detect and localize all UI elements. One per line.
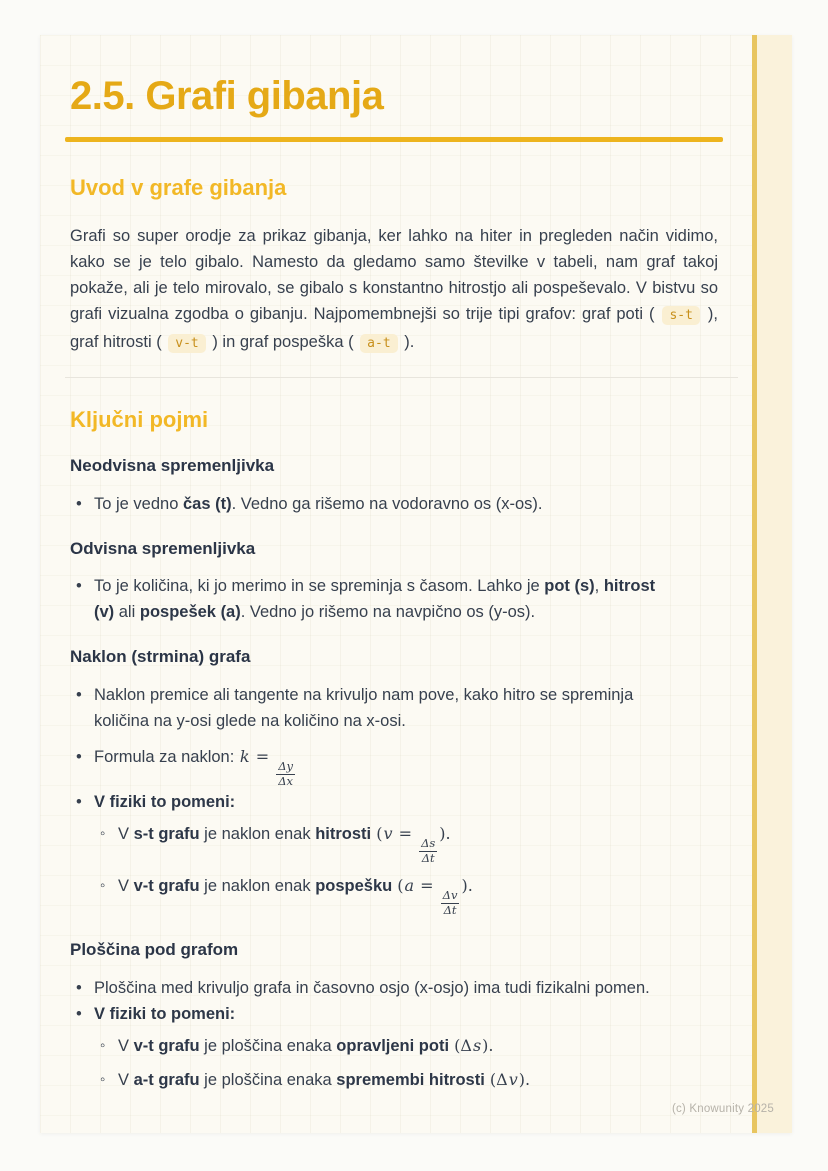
bullet-list: [70, 975, 718, 1093]
document-page: [40, 35, 792, 1133]
copyright-note: (c) Knowunity 2025: [671, 1103, 774, 1115]
list-item-text: Naklon premice ali tangente na krivuljo nam pove, kako hitro se spreminja količina na y-osi glede na količino na x-osi.: [94, 686, 634, 731]
sub-list-item: [94, 821, 718, 866]
document-content: [40, 35, 792, 1093]
bullet-icon: •: [76, 792, 82, 811]
list-item-text: Formula za naklon: k = $\frac{\Delta y}{\Delta x}$: [94, 747, 293, 788]
sub-bullet-icon: ◦: [100, 1036, 106, 1054]
math-fraction: $\frac{\Delta v}{\Delta t}$: [442, 888, 458, 918]
list-item: [70, 975, 718, 1001]
list-item: [70, 682, 718, 734]
list-item-with-sublist: [70, 1001, 718, 1093]
sub-list-item-text: V v-t grafu je naklon enak pospešku (a = $\frac{\Delta v}{\Delta t}$ ).: [118, 876, 473, 918]
intro-paragraph: Grafi so super orodje za prikaz gibanja, ker lahko na hiter in pregleden način vidimo, kako se je telo gibalo. Namesto da gledamo samo številke v tabeli, nam graf takoj pokaže, ali je telo mirovalo, se gibalo s konstantno hitrostjo ali pospeševalo. V bistvu so grafi vizualna zgodba o gibanju. Najpomembnejši so trije tipi grafov: graf poti ( s-t ), graf hitrosti ( v-t ) in graf pospeška ( a-t ).: [70, 226, 718, 351]
math-fraction: $\frac{\Delta s}{\Delta t}$: [421, 835, 436, 865]
sub-list-item-text: V v-t grafu je ploščina enaka opravljeni poti (Δs).: [118, 1035, 494, 1055]
sub-bullet-icon: ◦: [100, 877, 106, 895]
bullet-icon: •: [76, 494, 82, 513]
sub-list-item: [94, 1033, 718, 1059]
section-heading-key-concepts: Ključni pojmi: [70, 406, 209, 432]
page-title: 2.5. Grafi gibanja: [70, 74, 384, 118]
subheading-slope-of-graph: Naklon (strmina) grafa: [70, 647, 251, 667]
sub-list-item: [94, 1067, 718, 1093]
bullet-list: [70, 682, 718, 918]
sub-list-item: [94, 873, 718, 918]
list-item-text: V fiziki to pomeni:: [94, 1004, 236, 1023]
bullet-icon: •: [76, 577, 82, 596]
sub-bullet-list: [94, 1033, 718, 1093]
list-item: [70, 1001, 718, 1027]
sub-bullet-icon: ◦: [100, 824, 106, 842]
list-item: [70, 573, 718, 625]
bullet-icon: •: [76, 978, 82, 997]
sub-bullet-list: [94, 821, 718, 918]
subheading-independent-variable: Neodvisna spremenljivka: [70, 456, 275, 476]
math-fraction: $\frac{\Delta y}{\Delta x}$: [278, 759, 293, 788]
list-item-text: To je količina, ki jo merimo in se spreminja s časom. Lahko je pot (s), hitrost (v) ali pospešek (a). Vedno jo rišemo na navpično os (y-os).: [94, 577, 656, 622]
bullet-list: [70, 573, 718, 625]
list-item: [70, 744, 718, 789]
subheading-area-under-graph: Ploščina pod grafom: [70, 939, 239, 959]
list-item-text: To je vedno čas (t). Vedno ga rišemo na vodoravno os (x-os).: [94, 494, 543, 513]
list-item-with-sublist: [70, 789, 718, 918]
subheading-dependent-variable: Odvisna spremenljivka: [70, 538, 256, 558]
title-underline: [65, 137, 723, 142]
sub-list-item-text: V s-t grafu je naklon enak hitrosti (v = $\frac{\Delta s}{\Delta t}$ ).: [118, 823, 451, 865]
list-item-text: V fiziki to pomeni:: [94, 792, 236, 811]
bullet-icon: •: [76, 748, 82, 767]
sub-list-item-text: V a-t grafu je ploščina enaka spremembi hitrosti (Δv).: [118, 1069, 531, 1089]
list-item: [70, 789, 718, 815]
bullet-list: [70, 491, 718, 517]
bullet-icon: •: [76, 686, 82, 705]
section-divider: [65, 377, 738, 378]
list-item-text: Ploščina med krivuljo grafa in časovno osjo (x-osjo) ima tudi fizikalni pomen.: [94, 978, 650, 997]
sub-bullet-icon: ◦: [100, 1070, 106, 1088]
section-heading-intro: Uvod v grafe gibanja: [70, 175, 287, 200]
list-item: [70, 491, 718, 517]
bullet-icon: •: [76, 1004, 82, 1023]
